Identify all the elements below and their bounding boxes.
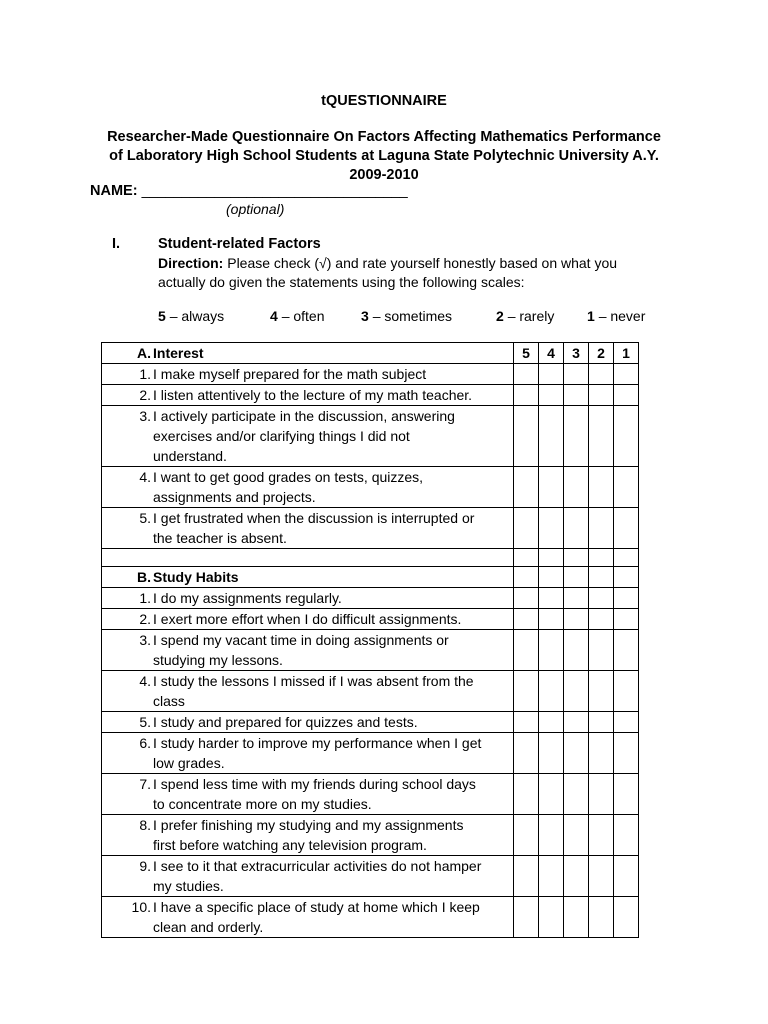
statement-line: the teacher is absent. (153, 530, 287, 546)
statement-line: I have a specific place of study at home which I keep (153, 899, 480, 915)
table-row (102, 671, 639, 712)
scale-label: – often (281, 308, 325, 324)
table-row (102, 467, 639, 508)
item-statement (153, 712, 513, 732)
rating-cell[interactable] (564, 385, 589, 406)
name-label: NAME: (90, 183, 138, 199)
spacer-cell (564, 549, 589, 567)
rating-cell[interactable] (514, 815, 539, 856)
document-title: tQUESTIONNAIRE (321, 93, 447, 109)
rating-header: 4 (539, 343, 564, 364)
rating-cell[interactable] (564, 856, 589, 897)
rating-cell[interactable] (589, 897, 614, 938)
scale-value: 4 (270, 308, 278, 324)
rating-cell[interactable] (614, 406, 639, 467)
spacer-cell (514, 549, 539, 567)
rating-cell[interactable] (589, 567, 614, 588)
rating-cell[interactable] (614, 712, 639, 733)
rating-cell[interactable] (589, 364, 614, 385)
scale-value: 2 (496, 308, 504, 324)
item-number: 8. (139, 817, 151, 833)
statement-cell (102, 733, 514, 774)
statement-line: I make myself prepared for the math subject (153, 366, 427, 382)
spacer-cell (589, 549, 614, 567)
rating-cell[interactable] (564, 364, 589, 385)
rating-cell[interactable] (564, 774, 589, 815)
rating-cell[interactable] (514, 508, 539, 549)
statement-line: I study and prepared for quizzes and tests. (153, 714, 418, 730)
group-header-cell (102, 567, 514, 588)
item-statement (153, 508, 513, 548)
statement-line: I study the lessons I missed if I was absent from the (153, 673, 474, 689)
table-row (102, 385, 639, 406)
rating-cell[interactable] (514, 467, 539, 508)
statement-line: I see to it that extracurricular activities do not hamper (153, 858, 482, 874)
rating-cell[interactable] (539, 567, 564, 588)
scale-item (496, 308, 554, 324)
rating-cell[interactable] (539, 897, 564, 938)
item-number: 2. (139, 387, 151, 403)
item-number: 2. (139, 611, 151, 627)
rating-cell[interactable] (564, 815, 589, 856)
item-number: 5. (139, 510, 151, 526)
statement-cell (102, 467, 514, 508)
item-number: 3. (139, 408, 151, 424)
rating-cell[interactable] (539, 508, 564, 549)
rating-cell[interactable] (514, 712, 539, 733)
item-statement (153, 815, 513, 855)
scale-item (361, 308, 452, 324)
rating-cell[interactable] (589, 630, 614, 671)
group-name: Interest (153, 345, 204, 361)
section-title: Student-related Factors (158, 236, 321, 252)
statement-cell (102, 671, 514, 712)
scale-item (270, 308, 325, 324)
rating-cell[interactable] (539, 856, 564, 897)
spacer-row (102, 549, 639, 567)
table-row (102, 588, 639, 609)
statement-line: I want to get good grades on tests, quizzes, (153, 469, 424, 485)
statement-line: class (153, 693, 185, 709)
table-row (102, 815, 639, 856)
rating-cell[interactable] (589, 671, 614, 712)
rating-header: 2 (589, 343, 614, 364)
scale-label: – never (598, 308, 646, 324)
table-row (102, 712, 639, 733)
rating-cell[interactable] (514, 897, 539, 938)
direction-text (158, 254, 658, 292)
rating-cell[interactable] (539, 815, 564, 856)
subtitle-line-1: Researcher-Made Questionnaire On Factors Affecting Mathematics Performance (107, 129, 661, 145)
rating-cell[interactable] (564, 671, 589, 712)
item-statement (153, 385, 513, 405)
rating-cell[interactable] (539, 385, 564, 406)
table-row (102, 609, 639, 630)
statement-line: I prefer finishing my studying and my assignments (153, 817, 464, 833)
rating-cell[interactable] (614, 630, 639, 671)
statement-line: exercises and/or clarifying things I did not (153, 428, 410, 444)
section-number: I. (112, 236, 121, 252)
item-statement (153, 609, 513, 629)
table-row (102, 406, 639, 467)
item-statement (153, 406, 513, 466)
rating-cell[interactable] (564, 897, 589, 938)
rating-cell[interactable] (564, 712, 589, 733)
table-row (102, 856, 639, 897)
group-header-row (102, 567, 639, 588)
statement-line: I spend my vacant time in doing assignments or (153, 632, 449, 648)
table-row (102, 897, 639, 938)
table-row (102, 630, 639, 671)
group-header-cell (102, 343, 514, 364)
table-row (102, 733, 639, 774)
item-number: 1. (139, 366, 151, 382)
item-number: 4. (139, 673, 151, 689)
rating-cell[interactable] (514, 588, 539, 609)
statement-cell (102, 815, 514, 856)
direction-label: Direction: (158, 255, 224, 271)
rating-cell[interactable] (564, 733, 589, 774)
rating-cell[interactable] (589, 406, 614, 467)
rating-cell[interactable] (514, 671, 539, 712)
rating-cell[interactable] (539, 588, 564, 609)
rating-cell[interactable] (614, 815, 639, 856)
item-statement (153, 897, 513, 937)
statement-cell (102, 588, 514, 609)
rating-cell[interactable] (614, 609, 639, 630)
group-name: Study Habits (153, 569, 239, 585)
rating-cell[interactable] (614, 567, 639, 588)
rating-cell[interactable] (539, 712, 564, 733)
rating-cell[interactable] (539, 609, 564, 630)
statement-line: studying my lessons. (153, 652, 283, 668)
statement-line: I listen attentively to the lecture of my math teacher. (153, 387, 473, 403)
scale-value: 5 (158, 308, 166, 324)
statement-line: I study harder to improve my performance when I get (153, 735, 482, 751)
scale-label: – rarely (507, 308, 555, 324)
group-header-row (102, 343, 639, 364)
item-number: 10. (131, 899, 151, 915)
rating-header: 3 (564, 343, 589, 364)
rating-cell[interactable] (614, 508, 639, 549)
item-statement (153, 856, 513, 896)
optional-note: (optional) (226, 201, 285, 217)
rating-cell[interactable] (514, 630, 539, 671)
statement-cell (102, 406, 514, 467)
group-letter: A. (137, 345, 151, 361)
statement-cell (102, 364, 514, 385)
group-letter: B. (137, 569, 151, 585)
spacer-cell (102, 549, 514, 567)
rating-cell[interactable] (589, 774, 614, 815)
statement-cell (102, 897, 514, 938)
table-row (102, 774, 639, 815)
statement-line: I actively participate in the discussion, answering (153, 408, 455, 424)
statement-line: low grades. (153, 755, 225, 771)
rating-cell[interactable] (564, 467, 589, 508)
rating-cell[interactable] (614, 897, 639, 938)
rating-cell[interactable] (564, 567, 589, 588)
item-statement (153, 364, 513, 384)
statement-cell (102, 508, 514, 549)
rating-cell[interactable] (614, 774, 639, 815)
rating-cell[interactable] (589, 856, 614, 897)
statement-line: I spend less time with my friends during school days (153, 776, 476, 792)
statement-line: to concentrate more on my studies. (153, 796, 372, 812)
rating-cell[interactable] (564, 609, 589, 630)
rating-cell[interactable] (539, 406, 564, 467)
rating-cell[interactable] (514, 774, 539, 815)
rating-table (101, 342, 639, 938)
subtitle-line-3: 2009-2010 (349, 167, 419, 183)
rating-cell[interactable] (564, 406, 589, 467)
rating-cell[interactable] (589, 467, 614, 508)
scale-item (587, 308, 645, 324)
rating-cell[interactable] (589, 815, 614, 856)
item-number: 7. (139, 776, 151, 792)
rating-cell[interactable] (589, 733, 614, 774)
rating-cell[interactable] (539, 467, 564, 508)
rating-cell[interactable] (539, 630, 564, 671)
rating-cell[interactable] (589, 588, 614, 609)
rating-cell[interactable] (614, 856, 639, 897)
scale-value: 1 (587, 308, 595, 324)
rating-cell[interactable] (589, 385, 614, 406)
statement-cell (102, 385, 514, 406)
rating-cell[interactable] (614, 467, 639, 508)
rating-cell[interactable] (564, 508, 589, 549)
rating-cell[interactable] (514, 406, 539, 467)
rating-cell[interactable] (514, 385, 539, 406)
name-blank[interactable]: _________________________________ (141, 183, 408, 199)
table-row (102, 508, 639, 549)
rating-cell[interactable] (514, 567, 539, 588)
item-statement (153, 733, 513, 773)
name-field[interactable] (90, 183, 408, 199)
rating-cell[interactable] (514, 364, 539, 385)
rating-cell[interactable] (539, 733, 564, 774)
statement-line: clean and orderly. (153, 919, 264, 935)
item-statement (153, 630, 513, 670)
subtitle-line-2: of Laboratory High School Students at Laguna State Polytechnic University A.Y. (109, 148, 659, 164)
rating-cell[interactable] (514, 856, 539, 897)
item-number: 5. (139, 714, 151, 730)
statement-cell (102, 856, 514, 897)
rating-cell[interactable] (564, 630, 589, 671)
item-number: 4. (139, 469, 151, 485)
scale-value: 3 (361, 308, 369, 324)
scale-item (158, 308, 224, 324)
rating-cell[interactable] (514, 609, 539, 630)
rating-cell[interactable] (589, 508, 614, 549)
item-number: 9. (139, 858, 151, 874)
statement-line: assignments and projects. (153, 489, 316, 505)
statement-cell (102, 712, 514, 733)
rating-cell[interactable] (589, 609, 614, 630)
scale-label: – always (169, 308, 225, 324)
item-statement (153, 671, 513, 711)
item-number: 1. (139, 590, 151, 606)
statement-line: I get frustrated when the discussion is interrupted or (153, 510, 475, 526)
rating-cell[interactable] (564, 588, 589, 609)
rating-header: 5 (514, 343, 539, 364)
rating-cell[interactable] (614, 588, 639, 609)
statement-cell (102, 774, 514, 815)
rating-cell[interactable] (614, 733, 639, 774)
statement-cell (102, 609, 514, 630)
statement-line: I do my assignments regularly. (153, 590, 342, 606)
statement-line: understand. (153, 448, 227, 464)
spacer-cell (539, 549, 564, 567)
statement-line: I exert more effort when I do difficult assignments. (153, 611, 462, 627)
direction-body: Please check (√) and rate yourself honestly based on what you actually do given the statements using the following scales: (158, 255, 618, 290)
scale-label: – sometimes (372, 308, 453, 324)
item-statement (153, 774, 513, 814)
rating-cell[interactable] (614, 385, 639, 406)
item-number: 3. (139, 632, 151, 648)
statement-line: my studies. (153, 878, 224, 894)
item-number: 6. (139, 735, 151, 751)
rating-cell[interactable] (539, 364, 564, 385)
item-statement (153, 588, 513, 608)
rating-header: 1 (614, 343, 639, 364)
rating-cell[interactable] (614, 364, 639, 385)
statement-cell (102, 630, 514, 671)
rating-cell[interactable] (539, 671, 564, 712)
statement-line: first before watching any television program. (153, 837, 427, 853)
item-statement (153, 467, 513, 507)
spacer-cell (614, 549, 639, 567)
rating-cell[interactable] (539, 774, 564, 815)
table-row (102, 364, 639, 385)
rating-cell[interactable] (589, 712, 614, 733)
rating-cell[interactable] (514, 733, 539, 774)
rating-cell[interactable] (614, 671, 639, 712)
